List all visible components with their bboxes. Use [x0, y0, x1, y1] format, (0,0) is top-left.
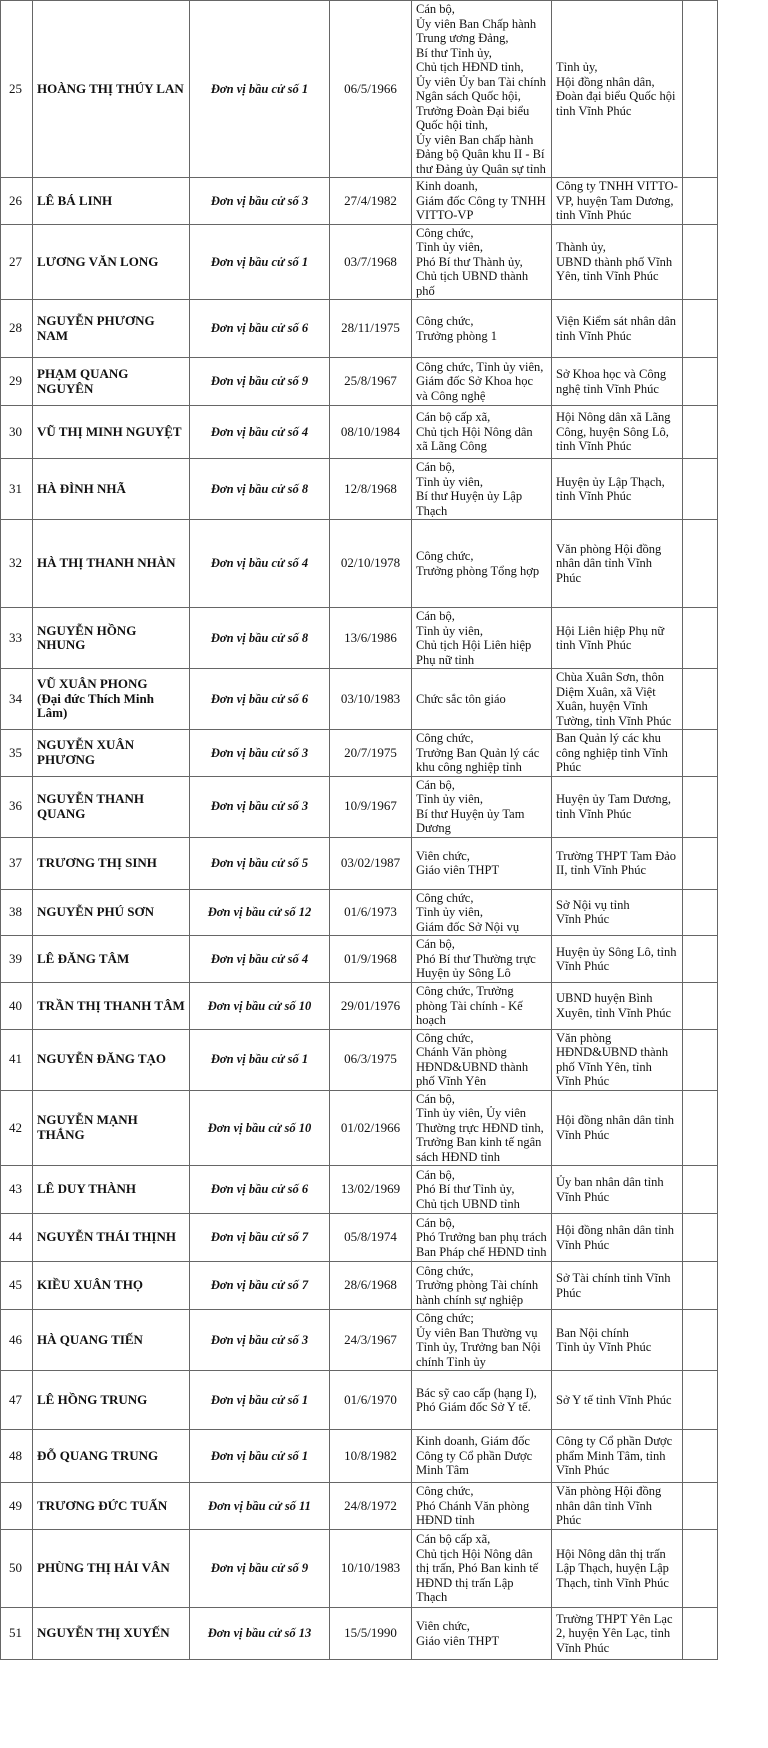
workplace: Văn phòng HĐND&UBND thành phố Vĩnh Yên, tỉnh Vĩnh Phúc	[552, 1029, 683, 1090]
row-number: 47	[1, 1371, 33, 1430]
date-of-birth: 24/8/1972	[330, 1483, 412, 1530]
workplace: Sở Nội vụ tỉnh Vĩnh Phúc	[552, 889, 683, 936]
notes-cell	[683, 406, 718, 459]
notes-cell	[683, 1029, 718, 1090]
date-of-birth: 02/10/1978	[330, 520, 412, 608]
notes-cell	[683, 1, 718, 178]
electoral-unit: Đơn vị bầu cử số 10	[190, 983, 330, 1030]
row-number: 39	[1, 936, 33, 983]
notes-cell	[683, 669, 718, 730]
date-of-birth: 27/4/1982	[330, 178, 412, 225]
date-of-birth: 01/6/1970	[330, 1371, 412, 1430]
electoral-unit: Đơn vị bầu cử số 12	[190, 889, 330, 936]
candidate-name: LƯƠNG VĂN LONG	[33, 224, 190, 300]
date-of-birth: 10/10/1983	[330, 1530, 412, 1608]
position: Công chức, Trưởng phòng 1	[412, 300, 552, 358]
workplace: Sở Y tế tỉnh Vĩnh Phúc	[552, 1371, 683, 1430]
table-row	[1, 776, 718, 837]
electoral-unit: Đơn vị bầu cử số 4	[190, 406, 330, 459]
electoral-unit: Đơn vị bầu cử số 7	[190, 1214, 330, 1262]
electoral-unit: Đơn vị bầu cử số 9	[190, 1530, 330, 1608]
workplace: Trường THPT Tam Đảo II, tỉnh Vĩnh Phúc	[552, 837, 683, 889]
workplace: Thành ủy, UBND thành phố Vĩnh Yên, tỉnh Vĩnh Phúc	[552, 224, 683, 300]
row-number: 36	[1, 776, 33, 837]
table-row	[1, 936, 718, 983]
table-row	[1, 358, 718, 406]
notes-cell	[683, 983, 718, 1030]
candidate-name: PHÙNG THỊ HẢI VÂN	[33, 1530, 190, 1608]
row-number: 32	[1, 520, 33, 608]
row-number: 41	[1, 1029, 33, 1090]
notes-cell	[683, 1090, 718, 1166]
notes-cell	[683, 520, 718, 608]
workplace: Chùa Xuân Sơn, thôn Diệm Xuân, xã Việt Xuân, huyện Vĩnh Tường, tỉnh Vĩnh Phúc	[552, 669, 683, 730]
workplace: Viện Kiểm sát nhân dân tỉnh Vĩnh Phúc	[552, 300, 683, 358]
workplace: Ban Quản lý các khu công nghiệp tỉnh Vĩnh Phúc	[552, 730, 683, 777]
workplace: Hội Liên hiệp Phụ nữ tỉnh Vĩnh Phúc	[552, 608, 683, 669]
notes-cell	[683, 1608, 718, 1660]
candidate-name: NGUYỄN THÁI THỊNH	[33, 1214, 190, 1262]
date-of-birth: 28/6/1968	[330, 1262, 412, 1310]
candidate-name: LÊ BÁ LINH	[33, 178, 190, 225]
table-row	[1, 520, 718, 608]
position: Cán bộ cấp xã, Chủ tịch Hội Nông dân thị trấn, Phó Ban kinh tế HĐND thị trấn Lập Thạch	[412, 1530, 552, 1608]
row-number: 34	[1, 669, 33, 730]
date-of-birth: 08/10/1984	[330, 406, 412, 459]
electoral-unit: Đơn vị bầu cử số 5	[190, 837, 330, 889]
position: Cán bộ, Tỉnh ủy viên, Ủy viên Thường trực HĐND tỉnh, Trưởng Ban kinh tế ngân sách HĐND tỉnh	[412, 1090, 552, 1166]
position: Công chức, Trưởng phòng Tổng hợp	[412, 520, 552, 608]
row-number: 33	[1, 608, 33, 669]
row-number: 44	[1, 1214, 33, 1262]
electoral-unit: Đơn vị bầu cử số 6	[190, 1166, 330, 1214]
electoral-unit: Đơn vị bầu cử số 3	[190, 776, 330, 837]
table-row	[1, 300, 718, 358]
table-row	[1, 1310, 718, 1371]
row-number: 50	[1, 1530, 33, 1608]
candidate-name: TRƯƠNG THỊ SINH	[33, 837, 190, 889]
position: Kinh doanh, Giám đốc Công ty TNHH VITTO-VP	[412, 178, 552, 225]
position: Cán bộ, Tỉnh ủy viên, Chủ tịch Hội Liên hiệp Phụ nữ tỉnh	[412, 608, 552, 669]
candidate-rows	[1, 1, 718, 1660]
table-row	[1, 1090, 718, 1166]
candidate-name: NGUYỄN THỊ XUYẾN	[33, 1608, 190, 1660]
position: Công chức, Trưởng phòng Tài chính hành chính sự nghiệp	[412, 1262, 552, 1310]
date-of-birth: 03/10/1983	[330, 669, 412, 730]
table-row	[1, 669, 718, 730]
electoral-unit: Đơn vị bầu cử số 1	[190, 1430, 330, 1483]
position: Cán bộ, Ủy viên Ban Chấp hành Trung ương Đảng, Bí thư Tỉnh ủy, Chủ tịch HĐND tỉnh, Ủy viên Ủy ban Tài chính Ngân sách Quốc hội, Trưởng Đoàn Đại biểu Quốc hội tỉnh, Ủy viên Ban chấp hành Đảng bộ Quân khu II - Bí thư Đảng ủy Quân sự tỉnh	[412, 1, 552, 178]
table-row	[1, 1608, 718, 1660]
electoral-unit: Đơn vị bầu cử số 1	[190, 1, 330, 178]
electoral-unit: Đơn vị bầu cử số 11	[190, 1483, 330, 1530]
date-of-birth: 29/01/1976	[330, 983, 412, 1030]
candidate-name: NGUYỄN XUÂN PHƯƠNG	[33, 730, 190, 777]
row-number: 43	[1, 1166, 33, 1214]
notes-cell	[683, 608, 718, 669]
notes-cell	[683, 224, 718, 300]
notes-cell	[683, 889, 718, 936]
date-of-birth: 05/8/1974	[330, 1214, 412, 1262]
date-of-birth: 01/9/1968	[330, 936, 412, 983]
candidate-name: HOÀNG THỊ THÚY LAN	[33, 1, 190, 178]
candidate-name: HÀ QUANG TIẾN	[33, 1310, 190, 1371]
workplace: Hội đồng nhân dân tỉnh Vĩnh Phúc	[552, 1214, 683, 1262]
workplace: Ban Nội chính Tỉnh ủy Vĩnh Phúc	[552, 1310, 683, 1371]
row-number: 45	[1, 1262, 33, 1310]
workplace: Huyện ủy Tam Dương, tỉnh Vĩnh Phúc	[552, 776, 683, 837]
position: Bác sỹ cao cấp (hạng I), Phó Giám đốc Sở Y tế.	[412, 1371, 552, 1430]
electoral-unit: Đơn vị bầu cử số 4	[190, 520, 330, 608]
position: Công chức, Trưởng phòng Tài chính - Kế hoạch	[412, 983, 552, 1030]
notes-cell	[683, 1214, 718, 1262]
candidate-name: HÀ THỊ THANH NHÀN	[33, 520, 190, 608]
row-number: 37	[1, 837, 33, 889]
date-of-birth: 06/5/1966	[330, 1, 412, 178]
date-of-birth: 13/6/1986	[330, 608, 412, 669]
electoral-unit: Đơn vị bầu cử số 1	[190, 1371, 330, 1430]
date-of-birth: 15/5/1990	[330, 1608, 412, 1660]
workplace: Trường THPT Yên Lạc 2, huyện Yên Lạc, tỉnh Vĩnh Phúc	[552, 1608, 683, 1660]
position: Công chức, Tỉnh ủy viên, Giám đốc Sở Khoa học và Công nghệ	[412, 358, 552, 406]
candidate-name: LÊ DUY THÀNH	[33, 1166, 190, 1214]
position: Cán bộ, Phó Bí thư Tỉnh ủy, Chủ tịch UBND tỉnh	[412, 1166, 552, 1214]
notes-cell	[683, 1371, 718, 1430]
notes-cell	[683, 358, 718, 406]
row-number: 31	[1, 459, 33, 520]
row-number: 35	[1, 730, 33, 777]
position: Cán bộ cấp xã, Chủ tịch Hội Nông dân xã Lãng Công	[412, 406, 552, 459]
candidate-name: ĐỖ QUANG TRUNG	[33, 1430, 190, 1483]
electoral-unit: Đơn vị bầu cử số 6	[190, 300, 330, 358]
date-of-birth: 10/9/1967	[330, 776, 412, 837]
row-number: 25	[1, 1, 33, 178]
table-row	[1, 1214, 718, 1262]
notes-cell	[683, 1166, 718, 1214]
table-row	[1, 1371, 718, 1430]
row-number: 51	[1, 1608, 33, 1660]
row-number: 46	[1, 1310, 33, 1371]
row-number: 28	[1, 300, 33, 358]
candidate-name: NGUYỄN THANH QUANG	[33, 776, 190, 837]
row-number: 29	[1, 358, 33, 406]
table-row	[1, 1166, 718, 1214]
notes-cell	[683, 1262, 718, 1310]
table-row	[1, 837, 718, 889]
electoral-unit: Đơn vị bầu cử số 1	[190, 224, 330, 300]
notes-cell	[683, 936, 718, 983]
candidate-name: NGUYỄN MẠNH THẮNG	[33, 1090, 190, 1166]
table-row	[1, 1, 718, 178]
table-row	[1, 889, 718, 936]
candidate-name: VŨ XUÂN PHONG (Đại đức Thích Minh Lâm)	[33, 669, 190, 730]
table-row	[1, 1262, 718, 1310]
notes-cell	[683, 730, 718, 777]
table-row	[1, 1029, 718, 1090]
date-of-birth: 01/02/1966	[330, 1090, 412, 1166]
workplace: Huyện ủy Sông Lô, tỉnh Vĩnh Phúc	[552, 936, 683, 983]
electoral-unit: Đơn vị bầu cử số 8	[190, 608, 330, 669]
date-of-birth: 28/11/1975	[330, 300, 412, 358]
table-row	[1, 730, 718, 777]
candidate-name: NGUYỄN PHƯƠNG NAM	[33, 300, 190, 358]
position: Kinh doanh, Giám đốc Công ty Cổ phần Dược Minh Tâm	[412, 1430, 552, 1483]
workplace: Hội Nông dân xã Lãng Công, huyện Sông Lô, tỉnh Vĩnh Phúc	[552, 406, 683, 459]
position: Cán bộ, Phó Trưởng ban phụ trách Ban Pháp chế HĐND tỉnh	[412, 1214, 552, 1262]
notes-cell	[683, 459, 718, 520]
row-number: 38	[1, 889, 33, 936]
table-row	[1, 1430, 718, 1483]
candidate-name: NGUYỄN HỒNG NHUNG	[33, 608, 190, 669]
date-of-birth: 01/6/1973	[330, 889, 412, 936]
row-number: 26	[1, 178, 33, 225]
position: Viên chức, Giáo viên THPT	[412, 1608, 552, 1660]
position: Công chức; Ủy viên Ban Thường vụ Tỉnh ủy, Trưởng ban Nội chính Tỉnh ủy	[412, 1310, 552, 1371]
row-number: 49	[1, 1483, 33, 1530]
date-of-birth: 10/8/1982	[330, 1430, 412, 1483]
table-row	[1, 983, 718, 1030]
position: Công chức, Phó Chánh Văn phòng HĐND tỉnh	[412, 1483, 552, 1530]
electoral-unit: Đơn vị bầu cử số 1	[190, 1029, 330, 1090]
notes-cell	[683, 1430, 718, 1483]
row-number: 40	[1, 983, 33, 1030]
electoral-unit: Đơn vị bầu cử số 4	[190, 936, 330, 983]
workplace: Tỉnh ủy, Hội đồng nhân dân, Đoàn đại biểu Quốc hội tỉnh Vĩnh Phúc	[552, 1, 683, 178]
candidate-name: HÀ ĐÌNH NHÃ	[33, 459, 190, 520]
workplace: Văn phòng Hội đồng nhân dân tỉnh Vĩnh Phúc	[552, 520, 683, 608]
row-number: 30	[1, 406, 33, 459]
date-of-birth: 12/8/1968	[330, 459, 412, 520]
workplace: Công ty Cổ phần Dược phẩm Minh Tâm, tỉnh Vĩnh Phúc	[552, 1430, 683, 1483]
date-of-birth: 24/3/1967	[330, 1310, 412, 1371]
workplace: Sở Khoa học và Công nghệ tỉnh Vĩnh Phúc	[552, 358, 683, 406]
workplace: Văn phòng Hội đồng nhân dân tỉnh Vĩnh Phúc	[552, 1483, 683, 1530]
notes-cell	[683, 1530, 718, 1608]
date-of-birth: 03/02/1987	[330, 837, 412, 889]
position: Công chức, Tỉnh ủy viên, Phó Bí thư Thành ủy, Chủ tịch UBND thành phố	[412, 224, 552, 300]
candidate-name: NGUYỄN ĐĂNG TẠO	[33, 1029, 190, 1090]
workplace: Hội Nông dân thị trấn Lập Thạch, huyện Lập Thạch, tỉnh Vĩnh Phúc	[552, 1530, 683, 1608]
date-of-birth: 13/02/1969	[330, 1166, 412, 1214]
row-number: 48	[1, 1430, 33, 1483]
date-of-birth: 25/8/1967	[330, 358, 412, 406]
notes-cell	[683, 837, 718, 889]
notes-cell	[683, 300, 718, 358]
table-row	[1, 406, 718, 459]
candidate-name: LÊ HỒNG TRUNG	[33, 1371, 190, 1430]
position: Công chức, Tỉnh ủy viên, Giám đốc Sở Nội vụ	[412, 889, 552, 936]
candidate-name: LÊ ĐĂNG TÂM	[33, 936, 190, 983]
table-row	[1, 459, 718, 520]
position: Cán bộ, Tỉnh ủy viên, Bí thư Huyện ủy Tam Dương	[412, 776, 552, 837]
workplace: Ủy ban nhân dân tỉnh Vĩnh Phúc	[552, 1166, 683, 1214]
table-row	[1, 1483, 718, 1530]
position: Công chức, Chánh Văn phòng HĐND&UBND thành phố Vĩnh Yên	[412, 1029, 552, 1090]
electoral-unit: Đơn vị bầu cử số 6	[190, 669, 330, 730]
table-row	[1, 608, 718, 669]
electoral-unit: Đơn vị bầu cử số 9	[190, 358, 330, 406]
workplace: Công ty TNHH VITTO-VP, huyện Tam Dương, tỉnh Vĩnh Phúc	[552, 178, 683, 225]
workplace: UBND huyện Bình Xuyên, tỉnh Vĩnh Phúc	[552, 983, 683, 1030]
workplace: Huyện ủy Lập Thạch, tỉnh Vĩnh Phúc	[552, 459, 683, 520]
candidate-name: NGUYỄN PHÚ SƠN	[33, 889, 190, 936]
electoral-unit: Đơn vị bầu cử số 3	[190, 730, 330, 777]
date-of-birth: 06/3/1975	[330, 1029, 412, 1090]
electoral-unit: Đơn vị bầu cử số 10	[190, 1090, 330, 1166]
candidate-name: PHẠM QUANG NGUYÊN	[33, 358, 190, 406]
notes-cell	[683, 1310, 718, 1371]
row-number: 42	[1, 1090, 33, 1166]
workplace: Hội đồng nhân dân tỉnh Vĩnh Phúc	[552, 1090, 683, 1166]
row-number: 27	[1, 224, 33, 300]
electoral-unit: Đơn vị bầu cử số 7	[190, 1262, 330, 1310]
table-row	[1, 224, 718, 300]
position: Chức sắc tôn giáo	[412, 669, 552, 730]
notes-cell	[683, 776, 718, 837]
electoral-unit: Đơn vị bầu cử số 3	[190, 178, 330, 225]
candidate-name: KIỀU XUÂN THỌ	[33, 1262, 190, 1310]
electoral-unit: Đơn vị bầu cử số 13	[190, 1608, 330, 1660]
position: Công chức, Trưởng Ban Quản lý các khu công nghiệp tỉnh	[412, 730, 552, 777]
electoral-unit: Đơn vị bầu cử số 8	[190, 459, 330, 520]
position: Cán bộ, Phó Bí thư Thường trực Huyện ủy Sông Lô	[412, 936, 552, 983]
position: Viên chức, Giáo viên THPT	[412, 837, 552, 889]
date-of-birth: 03/7/1968	[330, 224, 412, 300]
candidate-name: VŨ THỊ MINH NGUYỆT	[33, 406, 190, 459]
notes-cell	[683, 178, 718, 225]
workplace: Sở Tài chính tỉnh Vĩnh Phúc	[552, 1262, 683, 1310]
position: Cán bộ, Tỉnh ủy viên, Bí thư Huyện ủy Lập Thạch	[412, 459, 552, 520]
table-row	[1, 1530, 718, 1608]
table-row	[1, 178, 718, 225]
electoral-unit: Đơn vị bầu cử số 3	[190, 1310, 330, 1371]
candidate-name: TRẦN THỊ THANH TÂM	[33, 983, 190, 1030]
candidate-name: TRƯƠNG ĐỨC TUẤN	[33, 1483, 190, 1530]
date-of-birth: 20/7/1975	[330, 730, 412, 777]
notes-cell	[683, 1483, 718, 1530]
